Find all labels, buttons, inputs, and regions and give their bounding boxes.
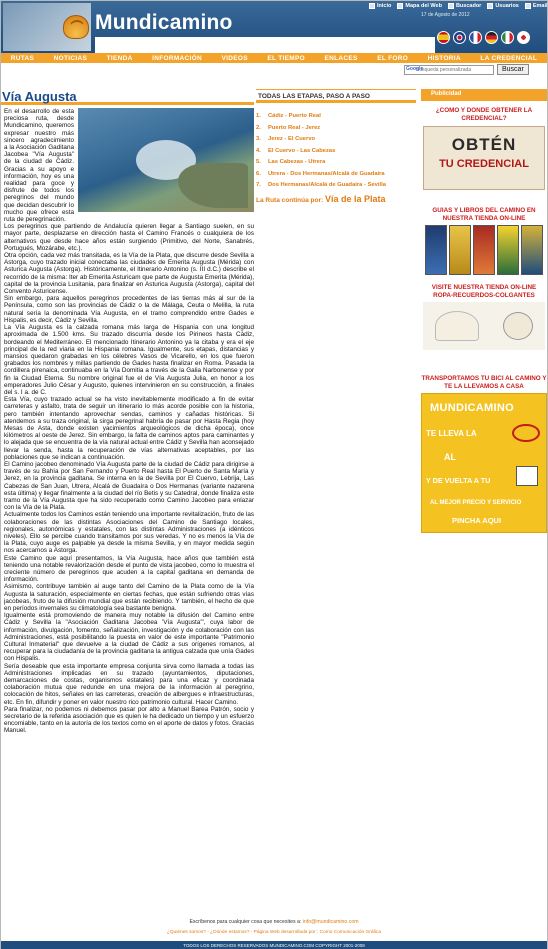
banner-cta[interactable]: PINCHA AQUI xyxy=(452,516,502,525)
nav-item-noticias[interactable]: NOTICIAS xyxy=(53,54,88,62)
bicycle-icon xyxy=(512,424,540,442)
page-title: Vía Augusta xyxy=(2,89,77,104)
article-paragraph: Igualmente está promoviendo de manera muy notable la difusión del Camino entre Cádiz y Sevilla la "Asociación Gaditana Jacobea 'Vía Augusta'", cuya labor de información, divulgación, fomento, señalización, investigación y de colaboración con las Administraciones, está posibilitando la puesta en valor de este importante "Patrimonio Cultural Inmaterial" que devuelve a la ciudad de Cádiz a sus orígenes romanos, al recuperar para la ciudadanía de la provincia gaditana la antigua calzada que unía Gades con Hispalis. xyxy=(4,612,254,663)
current-date: 17 de Agosto de 2012 xyxy=(421,12,470,18)
flag-jp-icon[interactable] xyxy=(517,31,530,44)
credencial-line2: TU CREDENCIAL xyxy=(439,158,529,170)
scallop-shell-icon xyxy=(63,15,89,39)
stages-heading: TODAS LAS ETAPAS, PASO A PASO xyxy=(256,89,416,103)
stage-link[interactable]: 2. Puerto Real - Jerez xyxy=(256,124,321,131)
stage-link[interactable]: 7. Dos Hermanas/Alcalá de Guadaíra - Sevilla xyxy=(256,182,386,188)
article-paragraph: Los peregrinos que partiendo de Andalucía quieren llegar a Santiago suelen, en su mayor parte, desplazarse en dirección hasta el Camino Francés o cualquiera de los alternativos que desde hace años están surgiendo (Primitivo, del Norte, Sanabrés, Portugués, Mozárabe, etc.). xyxy=(4,223,254,252)
ad-credencial[interactable] xyxy=(421,107,547,190)
book-cover xyxy=(521,225,543,275)
credencial-line1: OBTÉN xyxy=(451,135,517,154)
nav-item-informacion[interactable]: INFORMACIÓN xyxy=(152,54,203,62)
email-icon xyxy=(525,3,531,9)
ad-store-title[interactable]: VISITE NUESTRA TIENDA ON-LINE ROPA-RECUERDOS-COLGANTES xyxy=(431,284,537,299)
top-links xyxy=(369,3,548,9)
credencial-image[interactable] xyxy=(423,126,545,190)
banner-line: AL MEJOR PRECIO Y SERVICIO xyxy=(430,500,522,506)
header-strip xyxy=(95,37,435,53)
banner-line: AL xyxy=(444,452,456,462)
stage-link[interactable]: 5. Las Cabezas - Utrera xyxy=(256,159,326,165)
flag-de-icon[interactable] xyxy=(485,31,498,44)
ad-store[interactable] xyxy=(421,284,547,350)
hat-icon xyxy=(435,311,479,341)
article-paragraph: Sin embargo, para aquellos peregrinos procedentes de las tierras más al sur de la Península, como son las provincias de Cádiz o la de Málaga, Ceuta o Melilla, la ruta natural sería la denominada Vía Augusta, en el tramo comprendido entre Gades e Hispalis, es decir, Cádiz y Sevilla. xyxy=(4,295,254,324)
home-icon xyxy=(369,3,375,9)
footer-contact xyxy=(1,919,547,925)
flag-it-icon[interactable] xyxy=(501,31,514,44)
article-paragraph: Para finalizar, no podemos ni debemos pasar por alto a Manuel Barea Patrón, socio y secretario de la referida asociación que es quien le ha dedicado un tiempo y un esfuerzo encomiable, tanto en la autoría de los textos como en el aporte de datos y fotos. Gracias Manuel. xyxy=(4,705,254,735)
nav-item-enlaces[interactable]: ENLACES xyxy=(324,54,358,62)
main-nav xyxy=(1,53,547,63)
flag-es-icon[interactable] xyxy=(437,31,450,44)
route-continues xyxy=(256,194,416,204)
book-cover xyxy=(425,225,447,275)
ad-bike-transport[interactable] xyxy=(421,375,547,533)
house-icon xyxy=(516,466,538,486)
flag-uk-icon[interactable] xyxy=(453,31,466,44)
nav-item-videos[interactable]: VIDEOS xyxy=(221,54,248,62)
ad-credencial-title[interactable]: ¿COMO Y DONDE OBTENER LA CREDENCIAL? xyxy=(435,107,533,122)
site-header xyxy=(1,1,547,53)
continue-label: La Ruta continúa por: xyxy=(256,196,324,204)
footer-contact-text: Escríbenos para cualquier cosa que necesites a: xyxy=(189,919,302,925)
top-link-search[interactable]: Buscador xyxy=(448,3,481,9)
article-paragraph: El Camino jacobeo denominado Vía Augusta parte de la ciudad de Cádiz para dirigirse a través de su Bahía por San Fernando y Puerto Real hasta El Puerto de Santa María y Jerez, en la provincia gaditana. Se interna en la de Sevilla por El Cuervo, Lebrija, Las Cabezas de San Juan, Utrera, Alcalá de Guadaíra o Dos Hermanas (variante nazarena esta última) y llegar finalmente a la ciudad del río Betis y su Catedral, donde finaliza este tramo de la Vía Augusta que ha sido recuperado como Camino Jacobeo para enlazar con la Vía de la Plata. xyxy=(4,460,254,512)
brand-name[interactable]: Mundicamino xyxy=(95,11,233,34)
nav-item-foro[interactable]: EL FORO xyxy=(377,54,409,62)
language-flags xyxy=(437,31,530,44)
store-image[interactable] xyxy=(423,302,545,350)
books-image[interactable] xyxy=(424,225,544,275)
google-icon: Google xyxy=(406,66,424,72)
shell-pendant-icon xyxy=(503,312,533,340)
users-icon xyxy=(487,3,493,9)
stage-link[interactable]: 1. Cádiz - Puerto Real xyxy=(256,113,321,119)
flag-fr-icon[interactable] xyxy=(469,31,482,44)
sitemap-icon xyxy=(397,3,403,9)
logo[interactable] xyxy=(3,3,91,51)
banner-line: MUNDICAMINO xyxy=(430,402,514,414)
article-paragraph: Sería deseable que esta importante empresa conjunta sirva como llamada a todas las Administraciones implicadas en su trazado (ayuntamientos, diputaciones, demarcaciones de costas, organismos estatales) para una eficaz y coordinada colaboración mutua que redunde en una mejora de la información al peregrino, colocación de hitos, señales en las carreteras, creación de albergues e infraestructuras, etc. En fin, difundir y poner en valor nuestro rico patrimonio cultural. Hacer Camino. xyxy=(4,662,254,706)
article-paragraph: Actualmente todos los Caminos están teniendo una importante revitalización, fruto de las colaboraciones de las distintas Asociaciones del Camino de Santiago locales, regionales, autonómicas y estatales, con las distintas Administraciones (a idénticos niveles). Ello se percibe cuando transitamos por sus veredas. Y no es menos la Vía de la Plata, cuyo auge es palpable ya desde la misma Sevilla, y en mayor medida según nos acercamos a Astorga. xyxy=(4,511,254,555)
stage-link[interactable]: 6. Utrera - Dos Hermanas/Alcalá de Guadaíra xyxy=(256,170,385,177)
ad-books[interactable] xyxy=(421,207,547,275)
article-paragraph: Otra opción, cada vez más transitada, es la Vía de la Plata, que discurre desde Sevilla a Astorga, cuyo trazado inicial conectaba las ciudades de Emerita Augusta (Mérida) con Asturica Augusta (Astorga). Históricamente, el Itinerario Antonino (s. III d.C.) describe el recorrido de la misma: Iter ab Emerita Asturicam que parte de Augusta Emerita (Mérida), capital de la provincia Lusitania, para finalizar en Asturica Augusta (Astorga), capital del Convento Asturicense. xyxy=(4,252,254,296)
nav-item-tienda[interactable]: TIENDA xyxy=(106,54,133,62)
stage-link[interactable]: 4. El Cuervo - Las Cabezas xyxy=(256,147,336,154)
book-cover xyxy=(497,225,519,275)
article-body xyxy=(4,108,254,873)
top-link-email[interactable]: Email xyxy=(525,3,548,9)
search-button[interactable]: Buscar xyxy=(497,64,529,75)
nav-item-historia[interactable]: HISTORIA xyxy=(427,54,461,62)
search-icon xyxy=(448,3,454,9)
book-cover xyxy=(473,225,495,275)
stages-list xyxy=(256,111,416,192)
top-link-sitemap[interactable]: Mapa del Web xyxy=(397,3,442,9)
nav-item-tiempo[interactable]: EL TIEMPO xyxy=(267,54,306,62)
site-footer xyxy=(1,885,547,949)
banner-line: TE LLEVA LA xyxy=(426,429,477,438)
article-paragraph: Este Camino que aquí presentamos, la Vía Augusta, hace años que también está teniendo una notable revalorización desde el punto de vista jacobeo, como lo muestra el creciente número de peregrinos que acuden a la capital gaditana en demanda de información. xyxy=(4,554,254,584)
nav-item-rutas[interactable]: RUTAS xyxy=(10,54,35,62)
article-paragraph: En el desarrollo de esta preciosa ruta, desde Mundicamino, queremos expresar nuestro más sincero agradecimiento a la Asociación Gaditana Jacobea "Vía Augusta" de la ciudad de Cádiz. Gracias a su apoyo e información, hoy es una realidad para goce y disfrute de todos los peregrinos del mundo que decidan descubrir lo mucho que ofrece esta ruta de peregrinación. xyxy=(4,108,74,224)
top-link-home[interactable]: Inicio xyxy=(369,3,391,9)
ads-heading: Publicidad xyxy=(421,89,547,101)
article-paragraph: Asimismo, contribuye también al auge tanto del Camino de la Plata como de la Vía Augusta la saturación, especialmente en ciertas fechas, que están sufriendo otras vías jacobeas, fruto de la difusión mundial que están recibiendo. Y también, el hecho de que en períodos invernales su climatología sea bastante benigna. xyxy=(4,583,254,613)
banner-line: Y DE VUELTA A TU xyxy=(426,476,491,485)
article-paragraph: La Vía Augusta es la calzada romana más larga de Hispania con una longitud aproximada de 1.500 kms. Su trazado discurría desde los Pirineos hasta Cádiz, bordeando el Mediterráneo. El mencionado Itinerario Antonino ya la citaba y era el eje principal de la red viaria en la Hispania romana. Igualmente, sus etapas, distancias y mansios quedaron grabadas en los célebres Vasos de Vicarello, en los que fueron grabados los nombres y millas partiendo de Gades hasta finalizar en Roma. Pasada la cordillera pirenaica, continuaba en la Vía Domitia a través de la Galia Narbonense y por fin la Ciudad Eterna. Su nombre original fue el de Vía Augusta Julia, en honor a los emperadores Julio César y Augusto, quienes intervinieron en su construcción, a finales del s. I a. de C. xyxy=(4,324,254,396)
footer-email-link[interactable]: info@mundicamino.com xyxy=(302,919,359,925)
top-link-users[interactable]: Usuarios xyxy=(487,3,519,9)
via-de-la-plata-link[interactable]: Vía de la Plata xyxy=(324,193,386,204)
stages-panel xyxy=(256,89,416,204)
nav-item-credencial[interactable]: LA CREDENCIAL xyxy=(480,54,538,62)
ads-sidebar xyxy=(421,89,547,525)
footer-links[interactable]: ¿Quiénes somos? - ¿Dónde estamos? - Página Web desarrollada por : Como Comunicación Gráfica xyxy=(166,930,381,935)
article-paragraph: Esta Vía, cuyo trazado actual se ha visto inevitablemente modificado a fin de evitar carreteras y asfalto, trata de seguir un itinerario lo más acorde posible con la historia, pero también intentando aprovechar sendas, caminos y cañadas históricas. Si atendemos a su traza original, la sirga peregrinal habría de pasar por Hasta Regia (hoy Mesas de Asta, donde existen yacimientos arqueológicos de dicha época), once kilómetros al oeste de Jerez. Sin embargo, la falta de caminos aptos para caminantes y lo alejada que se encuentra de la vía natural actual entre Cádiz y Sevilla han aconsejado llevar la senda, hasta la recuperación de vías alternativas aceptables, por las poblaciones que se indican a continuación. xyxy=(4,396,254,461)
stage-link[interactable]: 3. Jerez - El Cuervo xyxy=(256,136,316,142)
ad-bike-title[interactable]: TRANSPORTAMOS TU BICI AL CAMINO Y TE LA LLEVAMOS A CASA xyxy=(421,375,547,390)
footer-copyright: TODOS LOS DERECHOS RESERVADOS MUNDICAMINO.COM COPYRIGHT 2001-2008 xyxy=(1,941,547,949)
ad-books-title[interactable]: GUIAS Y LIBROS DEL CAMINO EN NUESTRA TIENDA ON-LINE xyxy=(432,207,536,222)
book-cover xyxy=(449,225,471,275)
bike-banner[interactable] xyxy=(421,393,547,533)
aerial-photo-cadiz xyxy=(78,108,254,212)
